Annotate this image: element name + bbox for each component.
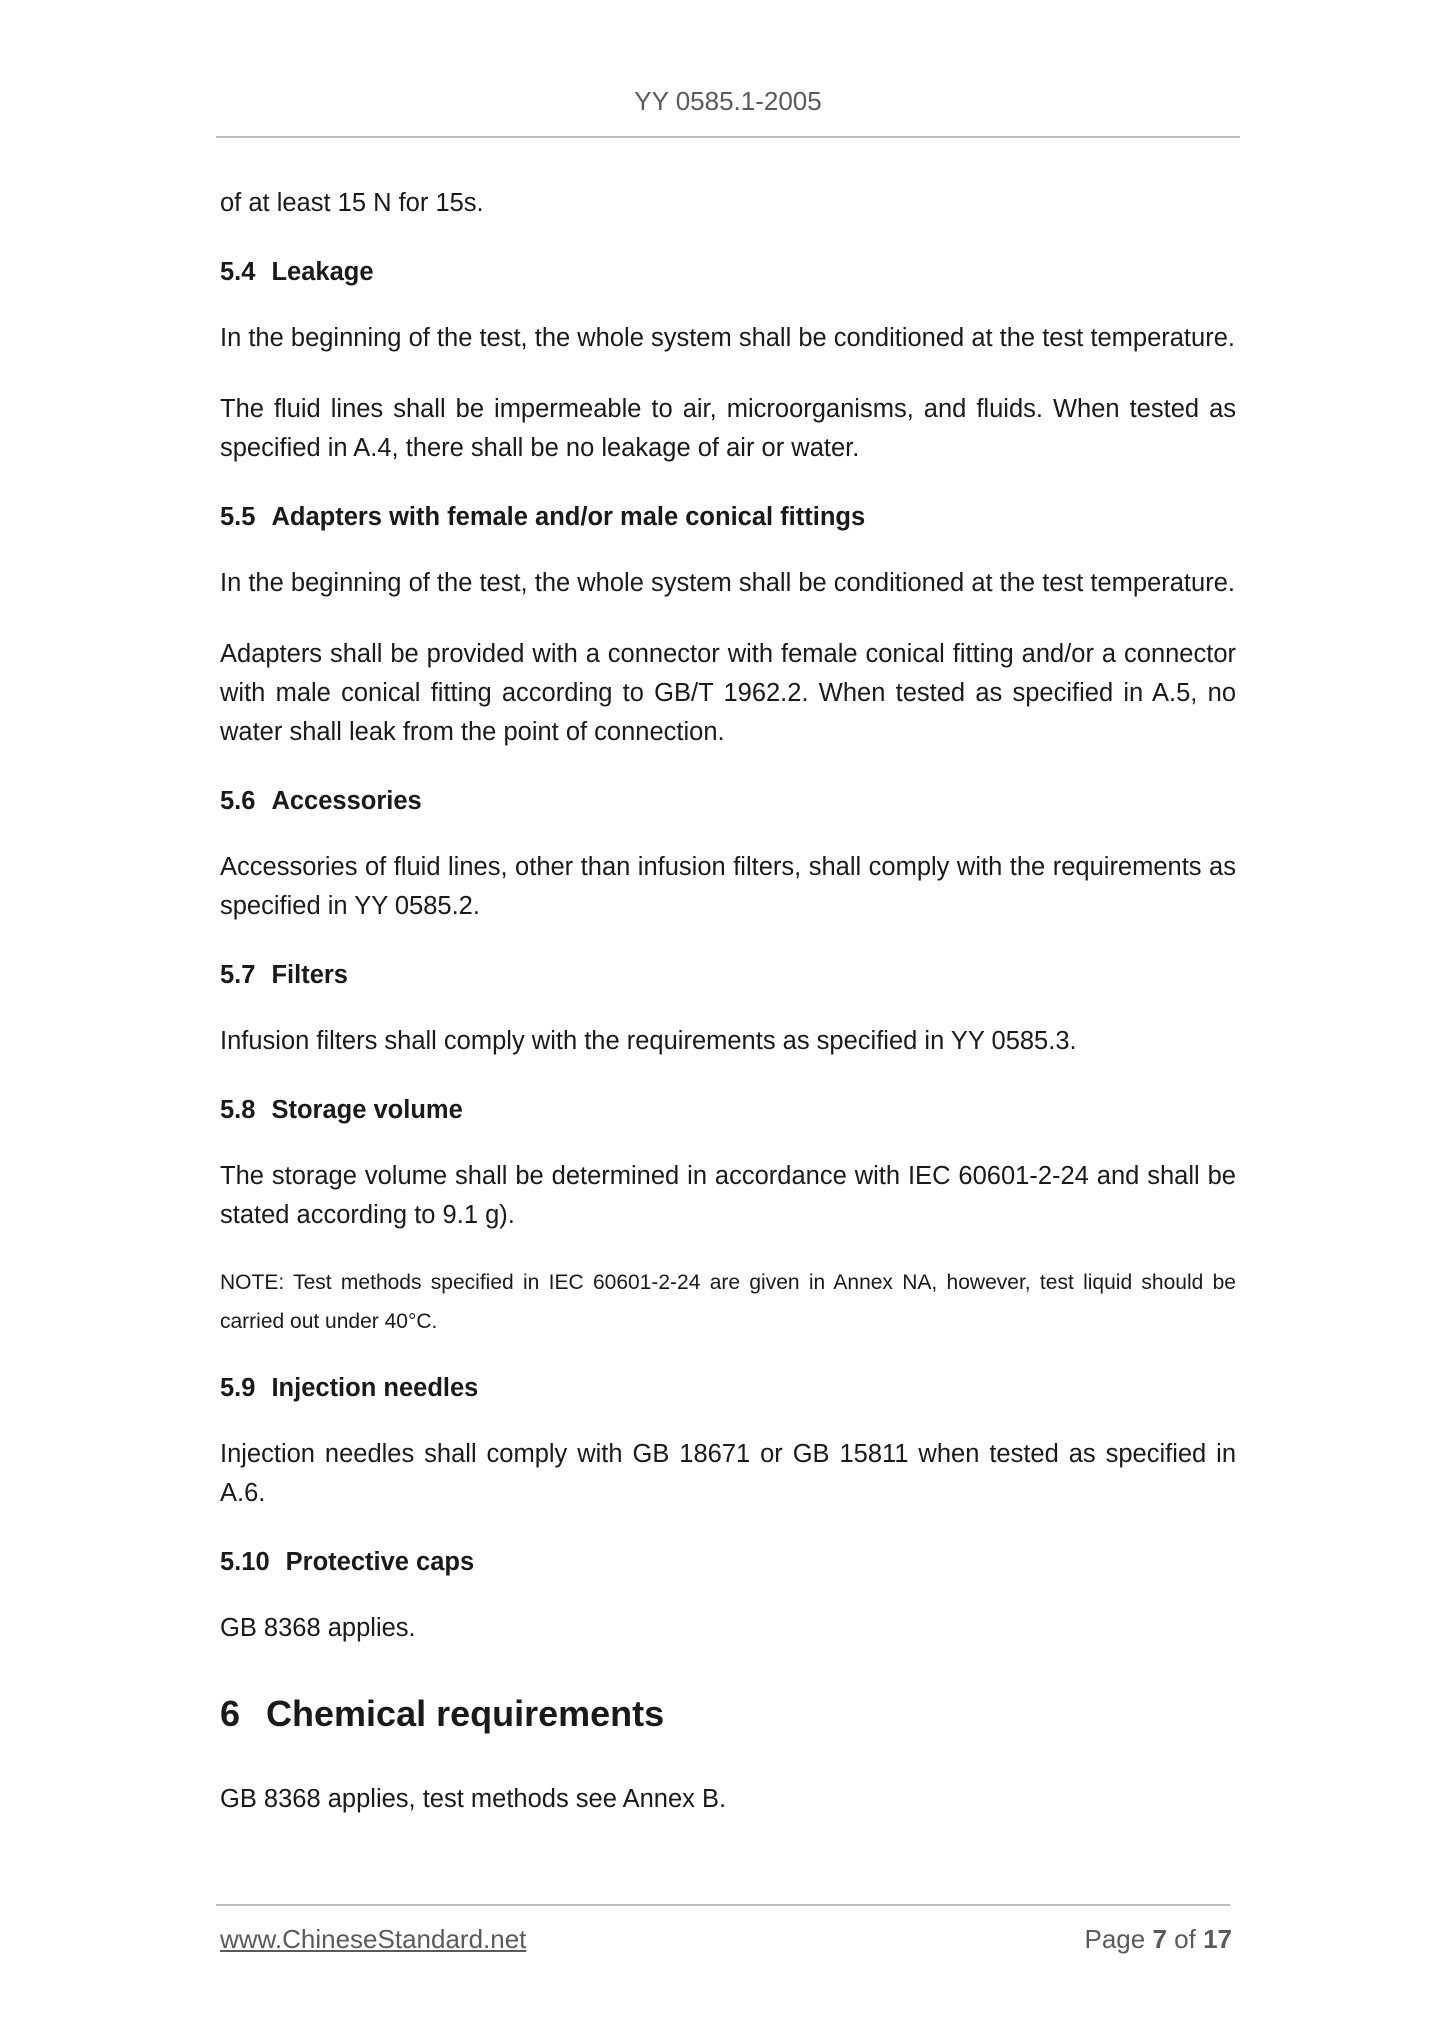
section-heading-5-10 [220, 1545, 1236, 1579]
section-number: 5.9 [220, 1374, 256, 1402]
paragraph: Injection needles shall comply with GB 18671 or GB 15811 when tested as specified in A.6. [220, 1440, 1236, 1507]
paragraph: The fluid lines shall be impermeable to air, microorganisms, and fluids. When tested as specified in A.4, there shall be no leakage of air or water. [220, 395, 1236, 462]
section-title: Storage volume [271, 1096, 463, 1124]
paragraph: GB 8368 applies, test methods see Annex B. [220, 1785, 727, 1813]
section-heading-5-7 [220, 958, 1236, 992]
page-indicator [1084, 1924, 1232, 1955]
section-number: 5.4 [220, 258, 256, 286]
paragraph: Infusion filters shall comply with the requirements as specified in YY 0585.3. [220, 1027, 1077, 1055]
section-title: Adapters with female and/or male conical fittings [271, 503, 866, 531]
section-heading-5-9 [220, 1371, 1236, 1405]
page-of-label: of [1174, 1924, 1196, 1954]
paragraph: In the beginning of the test, the whole system shall be conditioned at the test temperature. [220, 324, 1235, 352]
document-header: YY 0585.1-2005 [634, 86, 822, 116]
footer-divider [216, 1904, 1230, 1906]
section-number: 5.6 [220, 787, 256, 815]
paragraph: In the beginning of the test, the whole system shall be conditioned at the test temperature. [220, 569, 1235, 597]
website-link[interactable]: www.ChineseStandard.net [220, 1924, 527, 1954]
section-heading-5-5 [220, 500, 1236, 534]
document-footer [220, 1924, 1232, 1955]
header-divider [216, 136, 1240, 138]
paragraph: The storage volume shall be determined in accordance with IEC 60601-2-24 and shall be stated according to 9.1 g). [220, 1162, 1236, 1229]
section-title: Protective caps [285, 1548, 475, 1576]
section-title: Accessories [271, 787, 422, 815]
chapter-heading-6 [220, 1692, 1236, 1736]
page-label: Page [1084, 1924, 1146, 1954]
section-number: 5.5 [220, 503, 256, 531]
section-title: Injection needles [271, 1374, 479, 1402]
section-number: 5.7 [220, 961, 256, 989]
chapter-number: 6 [220, 1693, 241, 1734]
paragraph: Accessories of fluid lines, other than infusion filters, shall comply with the requirements as specified in YY 0585.2. [220, 853, 1236, 920]
chapter-title: Chemical requirements [266, 1693, 665, 1734]
note-paragraph: NOTE: Test methods specified in IEC 60601-2-24 are given in Annex NA, however, test liquid should be carried out under 40°C. [220, 1271, 1236, 1333]
section-number: 5.10 [220, 1548, 270, 1576]
paragraph: Adapters shall be provided with a connector with female conical fitting and/or a connector with male conical fitting according to GB/T 1962.2. When tested as specified in A.5, no water shall leak from the point of connection. [220, 640, 1236, 746]
page-current: 7 [1152, 1924, 1167, 1954]
intro-paragraph: of at least 15 N for 15s. [220, 189, 484, 217]
section-title: Filters [271, 961, 348, 989]
section-heading-5-8 [220, 1093, 1236, 1127]
document-body [220, 184, 1236, 1851]
page-total: 17 [1203, 1924, 1232, 1954]
section-title: Leakage [271, 258, 374, 286]
section-number: 5.8 [220, 1096, 256, 1124]
section-heading-5-4 [220, 255, 1236, 289]
section-heading-5-6 [220, 784, 1236, 818]
paragraph: GB 8368 applies. [220, 1614, 416, 1642]
